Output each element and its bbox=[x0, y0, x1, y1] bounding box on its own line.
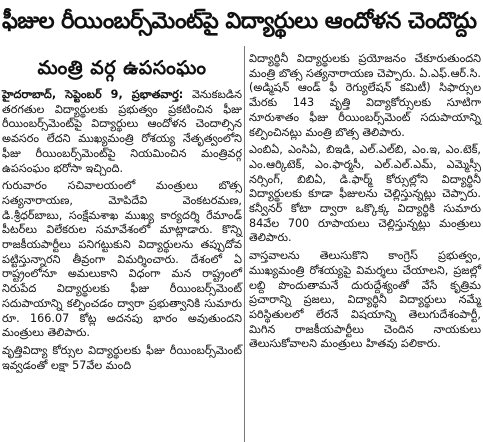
left-column bbox=[2, 52, 242, 372]
subheadline-box bbox=[2, 52, 242, 84]
article-paragraph bbox=[2, 88, 242, 176]
dateline: హైదరాబాద్, సెప్టెంబర్ 9, ప్రభాతవార్త: bbox=[2, 88, 184, 101]
article-paragraph: ఎంబిఏ, ఎంసిఏ, బిఇడి, ఎల్.ఎల్‌బి, ఎం.ఇ, ఎం.టెక్, ఎం.ఆర్కిటెక్, ఎం.ఫార్మసీ, ఎల్.ఎల్.ఎమ్, ఎమ్మెస్సీ నర్సింగ్, బిబిఏ, డి.ఫార్మ్ కోర్సుల్లోని విద్యార్థినీ విద్యార్థులకు కూడా ఫీజులను చెల్లిస్తున్నట్లు చెప్పారు. కన్వీనర్ కోటా ద్వారా ఒక్కొక్క విద్యార్థికి సుమారు 84వేల 700 రూపాయలు చెల్లిస్తున్నట్లు మంత్రులు తెలిపారు. bbox=[249, 143, 481, 245]
headline: ఫీజుల రీయింబర్స్‌మెంట్‌పై విద్యార్థులు ఆందోళన చెందొద్దు bbox=[2, 8, 477, 34]
article-paragraph: వాస్తవాలను తెలుసుకొని కాంగ్రెస్ ప్రభుత్వం, ముఖ్యమంత్రి రోశయ్యపై విమర్శలు చేయాలని, ప్రజల్లో లబ్ది పొందుతామనే దురుద్దేశ్యంతో వేసే కృత్రిమ ప్రచారాన్ని ప్రజలు, విద్యార్థినీ విద్యార్థులు నమ్మే పరిస్థితులలో లేరనే విషయాన్ని తెలుగుదేశంపార్టీ, మిగిన రాజకీయపార్టీలు చెందిన నాయకులు తెలుసుకోవాలని మంత్రులు హితవు పలికారు. bbox=[249, 249, 481, 351]
article-paragraph: విద్యార్థినీ విద్యార్థులకు ప్రయోజనం చేకూరుతుందని మంత్రి బొత్స సత్యనారాయణ చెప్పారు. ఏ.ఎఫ్.ఆర్.సి. (అడ్మిషన్ ఆండ్ ఫీ రెగ్యులేషన్ కమిటీ) సిఫార్సుల మేరకు 143 వృత్తి విద్యాకోర్సులకు సూటిగా నూరుశాతం ఫీజు రీయింబర్స్‌మెంట్ సదుపాయాన్ని కల్పించినట్లు మంత్రి బొత్స తెలిపారు. bbox=[249, 52, 481, 139]
right-column bbox=[249, 52, 481, 355]
paragraph-text: వెనుకబడిన తరగతుల విద్యార్థులకు ప్రభుత్వం ప్రకటించిన ఫీజు రీయింబర్స్‌మెంట్‌పై విద్యార్థులు ఆందోళన చెందాల్సిన అవసరం లేదని ముఖ్యమంత్రి రోశయ్య నేతృత్వంలోని ఫీజు రీయింబర్స్‌మెంట్‌పై నియమించిన మంత్రివర్గ ఉపసంఘం భరోసా ఇచ్చింది. bbox=[2, 88, 242, 175]
column-divider bbox=[244, 46, 245, 442]
article-paragraph: గురువారం సచివాలయంలో మంత్రులు బొత్స సత్యనారాయణ, మోపిదేవి వెంకటరమణ, డి.శ్రీధర్‌బాబు, సంక్షేమశాఖ ముఖ్య కార్యదర్శి రేమాండ్ పీటర్‌లు విలేకరుల సమావేశంలో మాట్లాడారు. కొన్ని రాజకీయపార్టీలు పనిగట్టుకుని విద్యార్థులను తప్పుదోవ పట్టిస్తున్నారని తీవ్రంగా విమర్శించారు. దేశంలో ఏ రాష్ట్రంలోనూ అమలుకాని విధంగా మన రాష్ట్రంలో నిరుపేద విద్యార్థులకు ఫీజు రీయింబర్స్‌మెంట్ సదుపాయాన్ని కల్పించడం ద్వారా ప్రభుత్వానికి సుమారు రూ. 166.07 కోట్ల అదనపు భారం అవుతుందని మంత్రులు తెలిపారు. bbox=[2, 179, 242, 340]
left-column-body bbox=[2, 88, 242, 376]
subheadline: మంత్రి వర్గ ఉపసంఘం bbox=[37, 56, 207, 79]
article-paragraph: వృత్తివిద్యా కోర్సుల విద్యార్థులకు ఫీజు రీయింబర్స్‌మెంట్ ఇవ్వడంతో లక్షా 57వేల మంది bbox=[2, 343, 242, 372]
